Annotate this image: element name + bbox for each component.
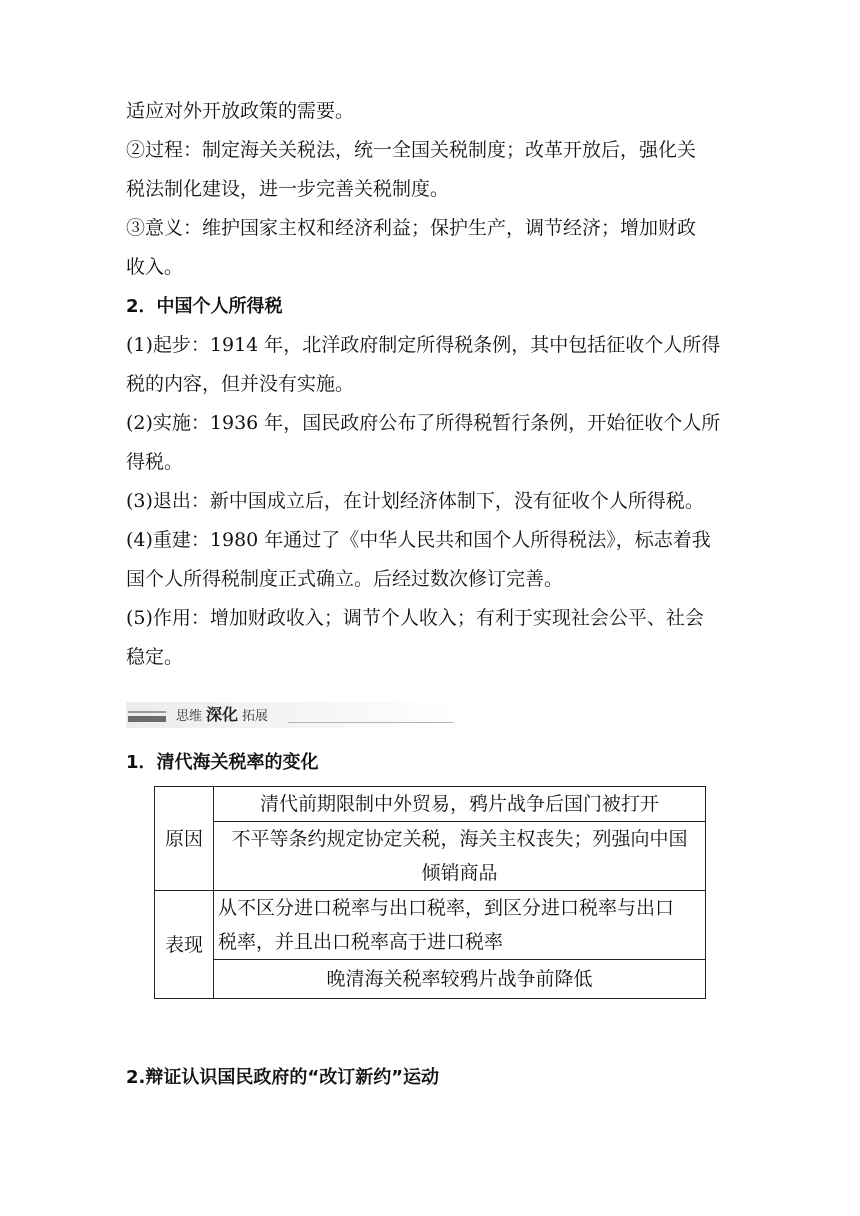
section-heading: 2．中国个人所得税	[126, 296, 283, 317]
table-cell: 清代前期限制中外贸易，鸦片战争后国门被打开	[214, 787, 706, 822]
paragraph-line: 得税。	[126, 451, 184, 473]
cell-line: 不平等条约规定协定关税，海关主权丧失；列强向中国	[231, 828, 688, 850]
banner-decor-line	[128, 711, 166, 713]
paragraph-line: (5)作用：增加财政收入；调节个人收入；有利于实现社会公平、社会	[126, 607, 704, 629]
paragraph-line: 国个人所得税制度正式确立。后经过数次修订完善。	[126, 568, 564, 590]
banner-big-text: 深化	[206, 705, 239, 724]
paragraph-line: 稳定。	[126, 646, 184, 668]
cell-line: 税率，并且出口税率高于进口税率	[218, 931, 504, 953]
row-label-cause: 原因	[155, 787, 214, 891]
banner-left-text: 思维	[176, 709, 203, 724]
paragraph-line: 适应对外开放政策的需要。	[126, 100, 355, 122]
paragraph-line: 税法制化建设，进一步完善关税制度。	[126, 178, 450, 200]
banner-decor-bar	[128, 716, 166, 722]
banner-underline	[288, 722, 453, 723]
paragraph-line: ③意义：维护国家主权和经济利益；保护生产，调节经济；增加财政	[126, 217, 697, 239]
table-row	[155, 891, 706, 960]
section-banner	[126, 702, 456, 728]
table-cell	[214, 822, 706, 891]
paragraph-line: 收入。	[126, 256, 184, 278]
paragraph-line: (4)重建：1980 年通过了《中华人民共和国个人所得税法》，标志着我	[126, 529, 711, 551]
cell-line: 倾销商品	[421, 862, 498, 884]
paragraph-line: (1)起步：1914 年，北洋政府制定所得税条例，其中包括征收个人所得	[126, 334, 721, 356]
section-title-2: 2.辩证认识国民政府的“改订新约”运动	[126, 1067, 440, 1088]
banner-label	[176, 704, 268, 728]
table-row	[155, 787, 706, 822]
paragraph-line: (2)实施：1936 年，国民政府公布了所得税暂行条例，开始征收个人所	[126, 412, 721, 434]
table-cell	[214, 891, 706, 960]
cell-line: 从不区分进口税率与出口税率，到区分进口税率与出口	[218, 897, 675, 919]
paragraph-line: 税的内容，但并没有实施。	[126, 373, 355, 395]
table-row	[155, 822, 706, 891]
tariff-table	[154, 786, 706, 999]
paragraph-line: (3)退出：新中国成立后，在计划经济体制下，没有征收个人所得税。	[126, 490, 704, 512]
section-title-1: 1．清代海关税率的变化	[126, 752, 319, 773]
body-text	[126, 92, 736, 677]
table-row	[155, 960, 706, 999]
table-cell: 晚清海关税率较鸦片战争前降低	[214, 960, 706, 999]
row-label-manifestation: 表现	[155, 891, 214, 999]
banner-right-text: 拓展	[242, 709, 269, 724]
paragraph-line: ②过程：制定海关关税法，统一全国关税制度；改革开放后，强化关	[126, 139, 697, 161]
